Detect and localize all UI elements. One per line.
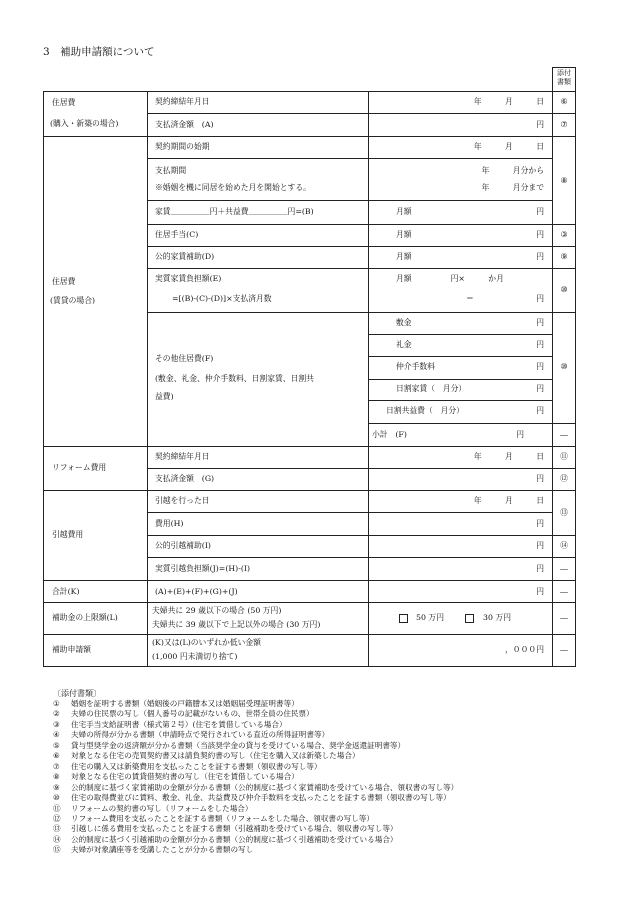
attachment-item: ⑦ 住宅の購入又は新築費用を支払ったことを証する書類（領収書の写し等）	[53, 761, 322, 771]
doc-ref: ⑩	[560, 285, 568, 294]
other-costs-note-2: 益費)	[155, 392, 174, 401]
rent-monthly-label: 月額	[396, 207, 412, 216]
rent-formula: 家賃＿＿＿＿＿円＋共益費＿＿＿＿＿円=(B)	[155, 207, 314, 216]
reform-contract-value[interactable]: 年 月 日	[473, 452, 544, 461]
rent-value[interactable]: 円	[536, 207, 544, 216]
housing-rent-label: 住居費	[52, 277, 76, 286]
pay-from-value[interactable]: 年 月分から	[481, 166, 544, 175]
option-50-label: 50 万円	[416, 613, 444, 622]
public-aid-monthly-label: 月額	[396, 252, 412, 261]
public-aid-value[interactable]: 円	[536, 252, 544, 261]
pay-period-note: ※婚姻を機に同居を始めた月を開始とする。	[155, 183, 311, 192]
request-line-2: (1,000 円未満切り捨て)	[152, 652, 238, 661]
public-aid-label: 公的家賃補助(D)	[155, 252, 215, 261]
attachments-list	[53, 699, 458, 856]
contract-date-value[interactable]: 年 月 日	[473, 97, 544, 106]
attachment-item: ② 夫婦の住民票の写し（個人番号の記載がないもの、世帯全員の住民票）	[53, 709, 314, 719]
option-50-checkbox[interactable]	[399, 614, 408, 623]
attachment-item: ⑮ 夫婦が対象講座等を受講したことが分かる書類の写し	[53, 845, 254, 855]
attachment-item: ⑩ 住宅の取得費並びに賃料、敷金、礼金、共益費及び仲介手数料を支払ったことを証する書類（領収書の写し等）	[53, 793, 451, 803]
deposit-label: 敷金	[396, 318, 412, 327]
total-label: 合計(K)	[52, 587, 80, 596]
prorated-rent-value[interactable]: 円	[536, 384, 544, 393]
housing-purchase-sub: (購入・新築の場合)	[50, 119, 119, 128]
doc-ref: ―	[560, 587, 568, 596]
agency-fee-value[interactable]: 円	[536, 362, 544, 371]
attachment-item: ⑤ 貸与型奨学金の返済額が分かる書類（当該奨学金の貸与を受けている場合、奨学金返還証明書等）	[53, 740, 406, 750]
request-line-1: (K)又は(L)のいずれか低い金額	[152, 638, 261, 647]
moving-label: 引越費用	[52, 530, 84, 539]
housing-purchase-label: 住居費	[52, 98, 76, 107]
doc-ref: ―	[560, 430, 568, 439]
move-burden-value[interactable]: 円	[536, 564, 544, 573]
attachment-item: ③ 住宅手当支給証明書（様式第２号）(住宅を賃借している場合）	[53, 719, 287, 729]
reform-label: リフォーム費用	[52, 463, 107, 472]
burden-label: 実質家賃負担額(E)	[155, 274, 222, 283]
move-date-value[interactable]: 年 月 日	[473, 496, 544, 505]
prorated-rent-label: 日割家賃（ 月分）	[396, 384, 467, 393]
attachment-item: ⑭ 公的制度に基づく引越補助の金額が分かる書類（公的制度に基づく引越補助を受けている場合）	[53, 834, 398, 844]
move-cost-value[interactable]: 円	[536, 519, 544, 528]
paid-amount-value[interactable]: 円	[536, 120, 544, 129]
doc-ref: ―	[560, 645, 568, 654]
prorated-common-fee-value[interactable]: 円	[536, 406, 544, 415]
reform-paid-label: 支払済金額 (G)	[155, 474, 215, 483]
burden-value-2[interactable]: ＝ 円	[466, 294, 544, 303]
attachment-item: ⑨ 公的制度に基づく家賃補助の金額が分かる書類（公的制度に基づく家賃補助を受けている場合、領収書の写し等）	[53, 782, 459, 792]
attachment-item: ⑪ リフォームの契約書の写し（リフォームをした場合）	[53, 803, 253, 813]
key-money-label: 礼金	[396, 340, 412, 349]
other-costs-label: その他住居費(F)	[155, 354, 214, 363]
move-date-label: 引越を行った日	[155, 496, 210, 505]
subtotal-label: 小計 (F)	[372, 430, 407, 439]
paid-amount-label: 支払済金額 (A)	[155, 120, 214, 129]
pay-to-value[interactable]: 年 月分まで	[481, 183, 544, 192]
doc-ref: ⑥	[560, 97, 568, 106]
limit-line-2: 夫婦共に 39 歳以下で上記以外の場合 (30 万円)	[152, 620, 321, 629]
limit-line-1: 夫婦共に 29 歳以下の場合 (50 万円)	[152, 606, 282, 615]
attachment-item: ⑫ リフォーム費用を支払ったことを証する書類（リフォームをした場合、領収書の写し等）	[53, 813, 374, 823]
option-30-checkbox[interactable]	[465, 614, 474, 623]
public-move-aid-label: 公的引越補助(I)	[155, 541, 211, 550]
section-title: 3 補助申請額について	[43, 46, 155, 58]
contract-date-label: 契約締結年月日	[155, 97, 210, 106]
burden-formula: =[(B)-(C)-(D)]×支払済月数	[172, 294, 272, 303]
prorated-common-fee-label: 日割共益費（ 月分）	[386, 406, 464, 415]
option-30-label: 30 万円	[483, 613, 511, 622]
reform-paid-value[interactable]: 円	[536, 474, 544, 483]
doc-ref: ③	[560, 230, 568, 239]
request-value[interactable]: ，０００円	[505, 645, 544, 654]
doc-ref: ⑩	[560, 362, 568, 371]
move-cost-label: 費用(H)	[155, 519, 184, 528]
deposit-value[interactable]: 円	[536, 318, 544, 327]
total-value[interactable]: 円	[536, 587, 544, 596]
doc-ref: ⑫	[560, 474, 568, 483]
attachment-item: ④ 夫婦の所得が分かる書類（申請時点で発行されている直近の所得証明書等）	[53, 730, 330, 740]
attachment-item: ① 婚姻を証明する書類（婚姻後の戸籍謄本又は婚姻届受理証明書等）	[53, 699, 299, 708]
contract-start-label: 契約期間の始期	[155, 142, 210, 151]
agency-fee-label: 仲介手数料	[396, 362, 435, 371]
pay-period-label: 支払期間	[155, 166, 187, 175]
allowance-value[interactable]: 円	[536, 230, 544, 239]
doc-ref: ―	[560, 564, 568, 573]
public-move-aid-value[interactable]: 円	[536, 541, 544, 550]
attachments-title: 〔添付書類〕	[53, 689, 101, 698]
reform-contract-label: 契約締結年月日	[155, 452, 210, 461]
doc-ref: ⑧	[560, 176, 568, 185]
attachment-item: ⑥ 対象となる住宅の売買契約書又は請負契約書の写し（住宅を購入又は新築した場合）	[53, 751, 360, 761]
other-costs-note-1: (敷金、礼金、仲介手数料、日割家賃、日割共	[155, 374, 314, 383]
doc-ref: ⑭	[560, 541, 568, 550]
move-burden-label: 実質引越負担額(J)=(H)-(I)	[155, 564, 251, 573]
total-formula: (A)+(E)+(F)+(G)+(J)	[155, 587, 238, 596]
doc-ref: ⑪	[560, 452, 568, 461]
doc-ref: ⑬	[560, 508, 568, 517]
doc-ref: ―	[560, 613, 568, 622]
attachment-item: ⑬ 引越しに係る費用を支払ったことを証する書類（引越補助を受けている場合、領収書の写し等）	[53, 824, 398, 834]
allowance-monthly-label: 月額	[396, 230, 412, 239]
contract-start-value[interactable]: 年 月 日	[473, 142, 544, 151]
housing-rent-sub: (賃貸の場合)	[50, 296, 96, 305]
attach-docs-header: 添付 書類	[557, 69, 571, 86]
key-money-value[interactable]: 円	[536, 340, 544, 349]
limit-label: 補助金の上限額(L)	[52, 613, 118, 622]
doc-ref: ⑦	[560, 120, 568, 129]
subtotal-value[interactable]: 円	[516, 430, 524, 439]
request-label: 補助申請額	[52, 645, 91, 654]
housing-allowance-label: 住居手当(C)	[155, 230, 199, 239]
doc-ref: ⑨	[560, 252, 568, 261]
attachment-item: ⑧ 対象となる住宅の賃貸借契約書の写し（住宅を賃借している場合）	[53, 772, 299, 782]
burden-value-1[interactable]: 月額 円× か月	[396, 274, 504, 283]
